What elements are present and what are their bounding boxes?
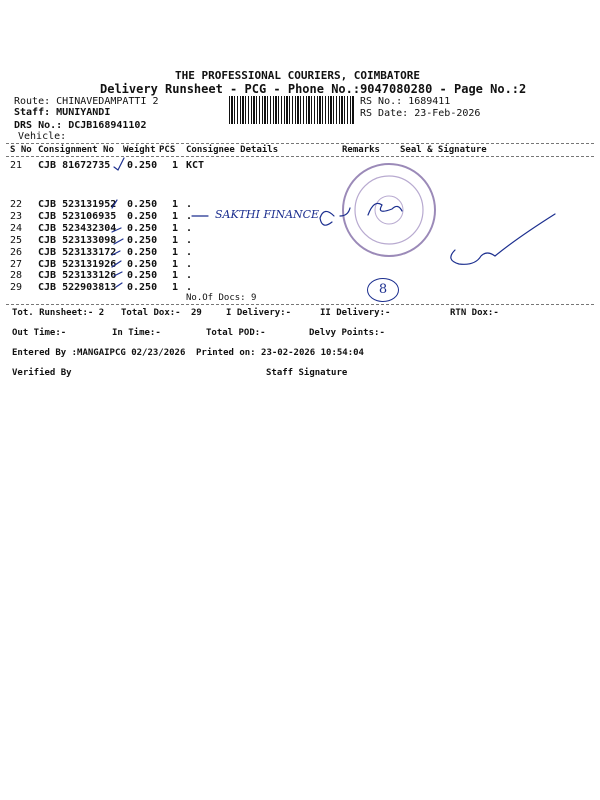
row-pcs: 1	[172, 270, 179, 281]
row-sno: 26	[10, 247, 23, 258]
col-seal: Seal & Signature	[400, 145, 487, 155]
rs-no-value: 1689411	[408, 96, 451, 107]
no-of-docs: No.Of Docs: 9	[186, 293, 257, 303]
rs-date-value: 23-Feb-2026	[414, 108, 481, 119]
row-details: .	[186, 247, 193, 258]
row-consignment: CJB 523131926	[38, 259, 117, 270]
row-consignment: CJB 523133126	[38, 270, 117, 281]
staff-signature-label: Staff Signature	[266, 368, 348, 378]
row-sno: 27	[10, 259, 23, 270]
row-pcs: 1	[172, 282, 179, 293]
rs-no-line: RS No.: 1689411	[360, 96, 451, 107]
row-sno: 29	[10, 282, 23, 293]
tot-runsheet: Tot. Runsheet:- 2	[12, 308, 105, 318]
row-details: .	[186, 199, 193, 210]
row-weight: 0.250	[127, 247, 158, 258]
route-value: CHINAVEDAMPATTI 2	[56, 96, 159, 107]
staff-line: Staff: MUNIYANDI	[14, 107, 111, 118]
row-weight: 0.250	[127, 270, 158, 281]
drs-value: DCJB168941102	[68, 120, 147, 131]
total-pod: Total POD:-	[206, 328, 266, 338]
row-details: .	[186, 270, 193, 281]
row-details: .	[186, 223, 193, 234]
row-weight: 0.250	[127, 223, 158, 234]
row-sno: 24	[10, 223, 23, 234]
row-sno: 25	[10, 235, 23, 246]
rtn-dox: RTN Dox:-	[450, 308, 499, 318]
route-line: Route: CHINAVEDAMPATTI 2	[14, 96, 159, 107]
printed-on: Printed on: 23-02-2026 10:54:04	[196, 348, 364, 358]
in-time: In Time:-	[112, 328, 161, 338]
row-pcs: 1	[172, 160, 179, 171]
ii-delivery: II Delivery:-	[320, 308, 391, 318]
row-details: KCT	[186, 160, 205, 171]
handwriting-ticks	[0, 0, 600, 320]
row-consignment: CJB 523106935	[38, 211, 117, 222]
row-sno: 21	[10, 160, 23, 171]
col-pcs: PCS	[159, 145, 176, 155]
handwritten-remark: SAKTHI FINANCE	[215, 208, 320, 221]
verified-by: Verified By	[12, 368, 72, 378]
row-weight: 0.250	[127, 211, 158, 222]
row-weight: 0.250	[127, 160, 158, 171]
total-dox-value: 29	[191, 308, 202, 318]
row-sno: 22	[10, 199, 23, 210]
vehicle-label: Vehicle:	[18, 131, 67, 142]
col-consignment: Consignment No	[38, 145, 114, 155]
row-pcs: 1	[172, 259, 179, 270]
staff-value: MUNIYANDI	[56, 107, 111, 118]
i-delivery: I Delivery:-	[226, 308, 292, 318]
row-details: .	[186, 259, 193, 270]
row-pcs: 1	[172, 223, 179, 234]
row-pcs: 1	[172, 199, 179, 210]
runsheet-title: Delivery Runsheet - PCG - Phone No.:9047080280 - Page No.:2	[100, 82, 527, 96]
handwritten-count: 8	[367, 278, 399, 302]
entered-by: Entered By :MANGAIPCG 02/23/2026	[12, 348, 186, 358]
row-consignment: CJB 523133098	[38, 235, 117, 246]
row-details: .	[186, 211, 193, 222]
row-weight: 0.250	[127, 235, 158, 246]
out-time: Out Time:-	[12, 328, 67, 338]
row-consignment: CJB 523133172	[38, 247, 117, 258]
row-details: .	[186, 282, 193, 293]
col-details: Consignee Details	[186, 145, 279, 155]
row-consignment: CJB 523131952	[38, 199, 117, 210]
row-consignment: CJB 522903813	[38, 282, 117, 293]
row-sno: 23	[10, 211, 23, 222]
row-pcs: 1	[172, 235, 179, 246]
row-weight: 0.250	[127, 282, 158, 293]
drs-line: DRS No.: DCJB168941102	[14, 120, 147, 131]
company-name: THE PROFESSIONAL COURIERS, COIMBATORE	[175, 69, 421, 82]
rs-date-line: RS Date: 23-Feb-2026	[360, 108, 481, 119]
row-pcs: 1	[172, 211, 179, 222]
row-details: .	[186, 235, 193, 246]
row-weight: 0.250	[127, 259, 158, 270]
row-consignment: CJB 81672735	[38, 160, 111, 171]
row-pcs: 1	[172, 247, 179, 258]
col-sno: S No	[10, 145, 32, 155]
total-dox-label: Total Dox:-	[121, 308, 181, 318]
row-consignment: CJB 523432304	[38, 223, 117, 234]
row-weight: 0.250	[127, 199, 158, 210]
col-remarks: Remarks	[342, 145, 380, 155]
delvy-points: Delvy Points:-	[309, 328, 385, 338]
row-sno: 28	[10, 270, 23, 281]
col-weight: Weight	[123, 145, 156, 155]
